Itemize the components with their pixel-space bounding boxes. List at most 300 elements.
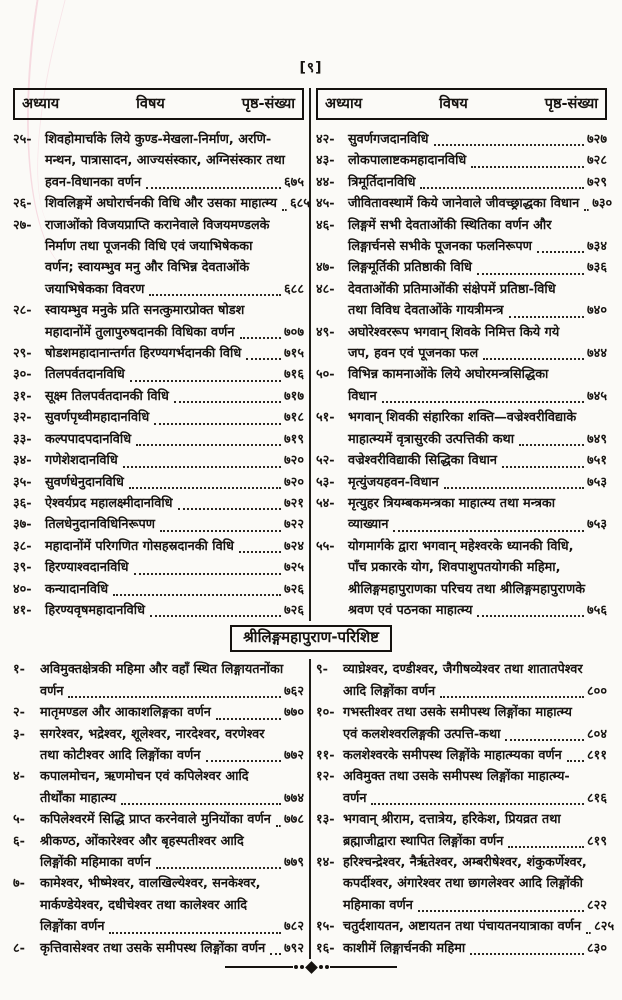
entry-number: ७- [13,876,25,892]
entry-line: हरिश्चन्द्रेश्वर, नैर्ऋतेश्वर, अम्बरीषेश्वर, शंकुकर्णेश्वर, [343,855,587,870]
toc-entry-list [316,659,615,959]
dot-leader [519,444,584,446]
entry-last-line [343,938,607,959]
entry-last-line [343,745,607,766]
toc-entry [13,600,304,621]
entry-number: ३- [13,726,25,742]
folio-page-number: [९] [299,60,323,76]
entry-last-line [348,300,607,321]
dot-leader [276,825,281,827]
entry-line: मार्कण्डेयेश्वर, दधीचेश्वर तथा कालेश्वर आदि [40,897,248,913]
entry-last-line [40,788,304,809]
entry-last-line [348,472,607,493]
entry-text: गणेशेशदानविधि [45,453,118,469]
entry-number: ४- [13,769,25,785]
entry-number: २८- [13,303,32,319]
toc-entry [316,938,607,959]
entry-text: षोडशमहादानान्तर्गत हिरण्यगर्भदानकी विधि [45,346,242,362]
entry-last-line [348,429,607,450]
entry-text: सुवर्णधेनुदानविधि [45,474,124,490]
entry-text: जयाभिषेकका विवरण [45,281,145,297]
ornament-dot [300,965,304,969]
entry-page-number: ६८५ [289,196,310,212]
toc-entry [13,472,304,493]
entry-number: ५०- [316,367,335,383]
entry-page-number: ७२६ [284,602,304,618]
entry-page-number: ७३४ [587,239,607,255]
entry-page-number: ८०४ [587,726,607,742]
entry-text: माहात्म्यमें वृत्रासुरकी उत्पत्तिकी कथा [348,431,515,447]
entry-page-number: ७१७ [284,388,304,404]
entry-number: ५३- [316,474,335,490]
dot-leader [393,530,584,532]
toc-entry [13,659,304,702]
toc-entry [13,557,304,578]
column-divider [309,88,311,621]
entry-text: लिङ्गमूर्तिकी प्रतिष्ठाकी विधि [348,260,472,276]
entry-text: जीवितावस्थामें किये जानेवाले जीवच्छ्राद्धका विधान [348,196,580,212]
toc-entry [316,659,607,702]
ornament-line [330,966,398,968]
entry-line: सगरेश्वर, भद्रेश्वर, शूलेश्वर, नारदेश्वर, वरणेश्वर [40,726,265,742]
entry-last-line [45,429,304,450]
dot-leader [567,760,584,762]
entry-page-number: ७४९ [587,431,607,447]
entry-number: २- [13,705,25,721]
entry-text: सुवर्णगजदानविधि [348,132,429,147]
entry-text: हिरण्याश्वदानविधि [45,560,129,576]
entry-line: भगवान् शिवकी संहारिका शक्ति—वज्रेश्वरीविद्याके [348,410,577,426]
entry-page-number: ७२० [284,474,304,490]
toc-entry [13,407,304,428]
entry-text: तथा कोटीश्वर आदि लिङ्गोंका वर्णन [40,747,201,763]
entry-number: ४२- [316,132,335,147]
toc-entry [316,852,607,916]
entry-page-number: ६८८ [284,281,304,297]
dot-leader [420,187,584,189]
entry-page-number: ७७४ [284,790,304,806]
entry-page-number: ७६२ [284,683,304,699]
entry-text: मातृमण्डल और आकाशलिङ्गका वर्णन [40,705,211,721]
toc-top-right-column [316,88,613,621]
entry-page-number: ७५३ [587,517,607,533]
entry-last-line [348,600,607,621]
entry-last-line [45,536,304,557]
toc-entry [316,407,607,450]
entry-number: ५४- [316,495,335,511]
entry-text: तिलपर्वतदानविधि [45,367,125,383]
entry-page-number: ७९२ [284,940,304,956]
entry-page-number: ७७९ [284,855,304,870]
dot-leader [418,910,584,912]
end-ornament [225,962,397,972]
entry-number: ४९- [316,324,335,340]
dot-leader [371,803,584,805]
toc-entry [316,150,607,171]
entry-page-number: ७८२ [284,919,304,935]
entry-number: ३२- [13,410,32,426]
entry-text: वर्णन [343,790,367,806]
entry-last-line [348,172,607,193]
entry-page-number: ७२६ [284,581,304,597]
entry-last-line [40,702,304,723]
entry-number: १०- [316,705,335,721]
entry-page-number: ७४५ [587,388,607,404]
entry-number: ३७- [13,517,32,533]
entry-number: २९- [13,346,32,362]
toc-entry [316,493,607,536]
entry-page-number: ८१६ [587,790,607,806]
entry-line: देवताओंकी प्रतिमाओंकी संक्षेपमें प्रतिष्ठा-विधि [348,281,556,297]
entry-last-line [343,895,607,916]
entry-number: ३३- [13,431,32,447]
dot-leader [382,401,584,403]
entry-line: निर्माण तथा पूजनकी विधि एवं जयाभिषेकका [45,239,253,255]
toc-entry [13,343,304,364]
toc-entry [13,386,304,407]
entry-page-number: ७७२ [284,747,304,763]
column-header-box [316,88,607,120]
entry-line: गभस्तीश्वर तथा उसके समीपस्थ लिङ्गोंका माहात्म्य [343,705,572,721]
entry-number: ३०- [13,367,32,383]
toc-entry-list [316,129,613,621]
toc-bottom-right-column [316,659,615,959]
entry-line: अविमुक्त तथा उसके समीपस्थ लिङ्गोंका माहात्म्य- [343,769,570,785]
entry-line: स्वायम्भुव मनुके प्रति सनत्कुमारप्रोक्त षोडश [45,303,245,319]
entry-last-line [343,831,607,852]
entry-last-line [348,193,613,214]
toc-entry [316,536,607,622]
toc-entry [13,579,304,600]
entry-last-line [348,150,607,171]
entry-text: कल्पपादपदानविधि [45,431,132,447]
dot-leader [505,739,584,741]
entry-text: हिरण्यवृषमहादानविधि [45,602,145,618]
dot-leader [150,615,281,617]
entry-text: एवं कलशेश्वरलिङ्गकी उत्पत्ति-कथा [343,726,501,742]
dot-leader [537,251,584,253]
dot-leader [477,615,584,617]
toc-entry [316,257,607,278]
toc-entry [316,766,607,809]
entry-last-line [45,193,310,214]
toc-entry [13,831,304,874]
entry-line: वर्णन; स्वायम्भुव मनु और विभिन्न देवताओंके [45,260,250,276]
entry-text: श्रवण एवं पठनका माहात्म्य [348,602,473,618]
dot-leader [136,444,281,446]
toc-entry [13,514,304,535]
entry-last-line [45,322,304,343]
entry-number: १२- [316,769,335,785]
header-subject-label: विषय [439,96,468,112]
toc-entry [13,129,304,193]
entry-last-line [45,600,304,621]
entry-last-line [348,129,607,150]
entry-last-line [45,472,304,493]
entry-text: मृत्युंजयहवन-विधान [348,474,439,490]
entry-number: १४- [316,855,335,870]
entry-number: ४६- [316,217,335,233]
entry-number: ३६- [13,495,32,511]
dot-leader [134,573,281,575]
entry-page-number: ७०७ [284,324,304,340]
entry-page-number: ८२५ [594,919,615,935]
entry-line: कपालमोचन, ऋणमोचन एवं कपिलेश्वर आदि [40,769,249,785]
entry-page-number: ७३६ [587,260,607,276]
entry-last-line [348,343,607,364]
entry-page-number: ७२९ [587,174,607,190]
dot-leader [146,187,281,189]
entry-number: ९- [316,662,328,678]
entry-text: कलशेश्वरके समीपस्थ लिङ्गोंके माहात्म्यका वर्णन [343,747,562,763]
entry-text: हवन-विधानका वर्णन [45,174,142,190]
entry-number: ४५- [316,196,335,212]
dot-leader [509,316,585,318]
entry-number: ४३- [316,153,335,169]
entry-line: श्रीलिङ्गमहापुराणका परिचय तथा श्रीलिङ्गमहापुराणके [348,581,586,597]
dot-leader [440,696,584,698]
entry-page-number: ८११ [587,747,607,763]
entry-line: पाँच प्रकारके योग, शिवपाशुपतयोगकी महिमा, [348,560,561,576]
entry-number: ४०- [13,581,32,597]
entry-page-number: ७२२ [284,517,304,533]
entry-text: सुवर्णपृथ्वीमहादानविधि [45,410,150,426]
toc-top-section [13,88,613,621]
entry-last-line [45,364,304,385]
entry-last-line [45,172,304,193]
entry-last-line [40,938,304,959]
entry-text: लोकपालाष्टकमहादानविधि [348,153,467,169]
entry-number: १६- [316,940,335,956]
entry-page-number: ७१८ [284,410,304,426]
dot-leader [156,867,281,869]
entry-number: २६- [13,196,32,212]
entry-line: मन्थन, पात्रासादन, आज्यसंस्कार, अग्निसंस्कार तथा [45,153,285,169]
entry-line: लिङ्गमें सभी देवताओंकी स्थितिका वर्णन और [348,217,552,233]
toc-entry [13,724,304,767]
entry-text: ब्रह्माजीद्वारा स्थापित लिङ्गोंका वर्णन [343,833,504,849]
entry-page-number: ८१९ [587,833,607,849]
entry-last-line [45,407,304,428]
ornament-line [225,966,293,968]
toc-bottom-section [13,659,615,959]
toc-entry [316,129,607,150]
toc-entry [316,450,607,471]
toc-entry-list [13,129,310,621]
dot-leader [206,760,282,762]
entry-text: तिलधेनुदानविधिनिरूपण [45,517,155,533]
ornament-dot [325,965,329,969]
dot-leader [68,696,281,698]
entry-last-line [45,343,304,364]
toc-entry [13,300,304,343]
section-heading: श्रीलिङ्गमहापुराण-परिशिष्ट [230,625,392,652]
entry-page-number: ७५६ [587,602,607,618]
entry-text: कन्यादानविधि [45,581,109,597]
entry-last-line [348,257,607,278]
entry-text: महादानोंमें परिगणित गोसहस्रदानकी विधि [45,538,234,554]
entry-text: विधान [348,388,377,404]
entry-page-number: ६७५ [284,174,304,190]
entry-line: शिवहोमार्चाके लिये कुण्ड-मेखला-निर्माण, अरणि- [45,132,272,147]
entry-line: मृत्युहर त्रियम्बकमन्त्रका माहात्म्य तथा मन्त्रका [348,495,556,511]
entry-number: ३५- [13,474,32,490]
toc-entry [316,702,607,745]
toc-entry [13,873,304,937]
entry-page-number: ७५१ [587,453,607,469]
dot-leader [154,423,281,425]
toc-entry [316,809,607,852]
toc-entry [13,536,304,557]
entry-last-line [45,514,304,535]
entry-page-number: ७२८ [587,153,607,169]
entry-page-number: ७२७ [587,132,607,147]
entry-number: ४७- [316,260,335,276]
entry-text: कपिलेश्वरमें सिद्धि प्राप्त करनेवाले मुनियोंका वर्णन [40,812,271,828]
entry-text: सूक्ष्म तिलपर्वतदानकी विधि [45,388,169,404]
toc-entry [316,172,607,193]
dot-leader [121,803,281,805]
entry-page-number: ७३० [592,196,613,212]
entry-last-line [45,450,304,471]
dot-leader [149,294,281,296]
entry-text: लिङ्गार्चनसे सभीके पूजनका फलनिरूपण [348,239,532,255]
entry-last-line [45,386,304,407]
entry-number: ३४- [13,453,32,469]
dot-leader [502,466,584,468]
entry-page-number: ७१६ [284,367,304,383]
toc-entry [316,472,607,493]
entry-number: ४१- [13,602,32,618]
entry-last-line [40,852,304,873]
toc-entry [316,322,607,365]
entry-last-line [45,279,304,300]
toc-entry [316,279,607,322]
entry-text: महिमाका वर्णन [343,897,413,913]
entry-last-line [348,514,607,535]
entry-line: कपर्दीश्वर, अंगारेश्वर तथा छागलेश्वर आदि लिङ्गोंकी [343,876,583,892]
dot-leader [123,466,281,468]
ornament-dot [294,965,298,969]
header-pageno-label: पृष्ठ-संख्या [544,96,598,112]
dot-leader [584,209,589,211]
dot-leader [239,551,281,553]
entry-line: योगमार्गके द्वारा भगवान् महेश्वरके ध्यानकी विधि, [348,538,574,554]
entry-number: ५१- [316,410,335,426]
entry-page-number: ७७८ [284,812,304,828]
dot-leader [174,401,281,403]
entry-page-number: ७५३ [587,474,607,490]
dot-leader [109,932,281,934]
toc-entry [316,364,607,407]
entry-last-line [348,386,607,407]
toc-entry [13,364,304,385]
entry-number: ८- [13,940,25,956]
entry-page-number: ७१५ [284,346,304,362]
entry-page-number: ७२५ [284,560,304,576]
entry-last-line [45,493,304,514]
entry-page-number: ८३० [587,940,607,956]
toc-bottom-left-column [13,659,304,959]
dot-leader [113,594,281,596]
dot-leader [178,508,282,510]
entry-number: २५- [13,132,32,147]
entry-text: त्रिमूर्तिदानविधि [348,174,416,190]
dot-leader [246,358,281,360]
entry-line: कामेश्वर, भीष्मेश्वर, वालखिल्येश्वर, सनकेश्वर, [40,876,261,892]
header-chapter-label: अध्याय [325,96,363,112]
dot-leader [586,932,591,934]
dot-leader [477,273,584,275]
entry-line: व्याघ्रेश्वर, दण्डीश्वर, जैगीषव्येश्वर तथा शातातपेश्वर [343,662,583,678]
toc-entry-list [13,659,304,959]
entry-last-line [348,450,607,471]
entry-text: व्याख्यान [348,517,389,533]
entry-number: १- [13,662,25,678]
entry-text: वर्णन [40,683,64,699]
entry-last-line [343,724,607,745]
dot-leader [434,144,584,146]
entry-text: तथा विविध देवताओंके गायत्रीमन्त्र [348,303,504,319]
toc-entry [316,916,615,937]
entry-text: चतुर्दशायतन, अष्टायतन तथा पंचायतनयात्राका वर्णन [343,919,582,935]
entry-page-number: ७२४ [284,538,304,554]
toc-entry [316,745,607,766]
dot-leader [130,380,281,382]
entry-text: महादानोंमें तुलापुरुषदानकी विधिका वर्णन [45,324,235,340]
entry-page-number: ७४४ [587,346,607,362]
header-subject-label: विषय [136,96,165,112]
entry-number: ३८- [13,538,32,554]
entry-last-line [348,236,607,257]
entry-text: शिवलिङ्गमें अघोरार्चनकी विधि और उसका माहात्म्य [45,196,277,212]
entry-line: राजाओंको विजयप्राप्ति करानेवाले विजयमण्डलके [45,217,270,233]
entry-text: आदि लिङ्गोंका वर्णन [343,683,436,699]
toc-top-left-column [13,88,310,621]
toc-entry [13,809,304,830]
entry-number: ६- [13,833,25,849]
entry-line: विभिन्न कामनाओंके लिये अघोरमन्त्रसिद्धिका [348,367,549,383]
entry-text: जप, हवन एवं पूजनका फल [348,346,479,362]
entry-page-number: ७२० [284,453,304,469]
entry-text: तीर्थोंका माहात्म्य [40,790,117,806]
toc-entry [13,493,304,514]
toc-entry [316,215,607,258]
toc-entry [13,702,304,723]
entry-page-number: ७७० [284,705,304,721]
dot-leader [129,487,281,489]
entry-page-number: ७२१ [284,495,304,511]
entry-page-number: ७४० [587,303,607,319]
dot-leader [240,337,282,339]
entry-number: ५५- [316,538,335,554]
toc-entry [13,429,304,450]
dot-leader [444,487,584,489]
entry-last-line [40,809,304,830]
entry-text: ऐश्वर्यप्रद महालक्ष्मीदानविधि [45,495,173,511]
toc-content [13,88,615,972]
entry-text: वज्रेश्वरीविद्याकी सिद्धिका विधान [348,453,497,469]
toc-entry [316,193,613,214]
dot-leader [508,846,584,848]
dot-leader [470,953,584,955]
column-divider [309,659,311,959]
entry-number: ३९- [13,560,32,576]
toc-entry [13,215,304,301]
header-chapter-label: अध्याय [22,96,60,112]
entry-page-number: ७१९ [284,431,304,447]
entry-number: ५२- [316,453,335,469]
